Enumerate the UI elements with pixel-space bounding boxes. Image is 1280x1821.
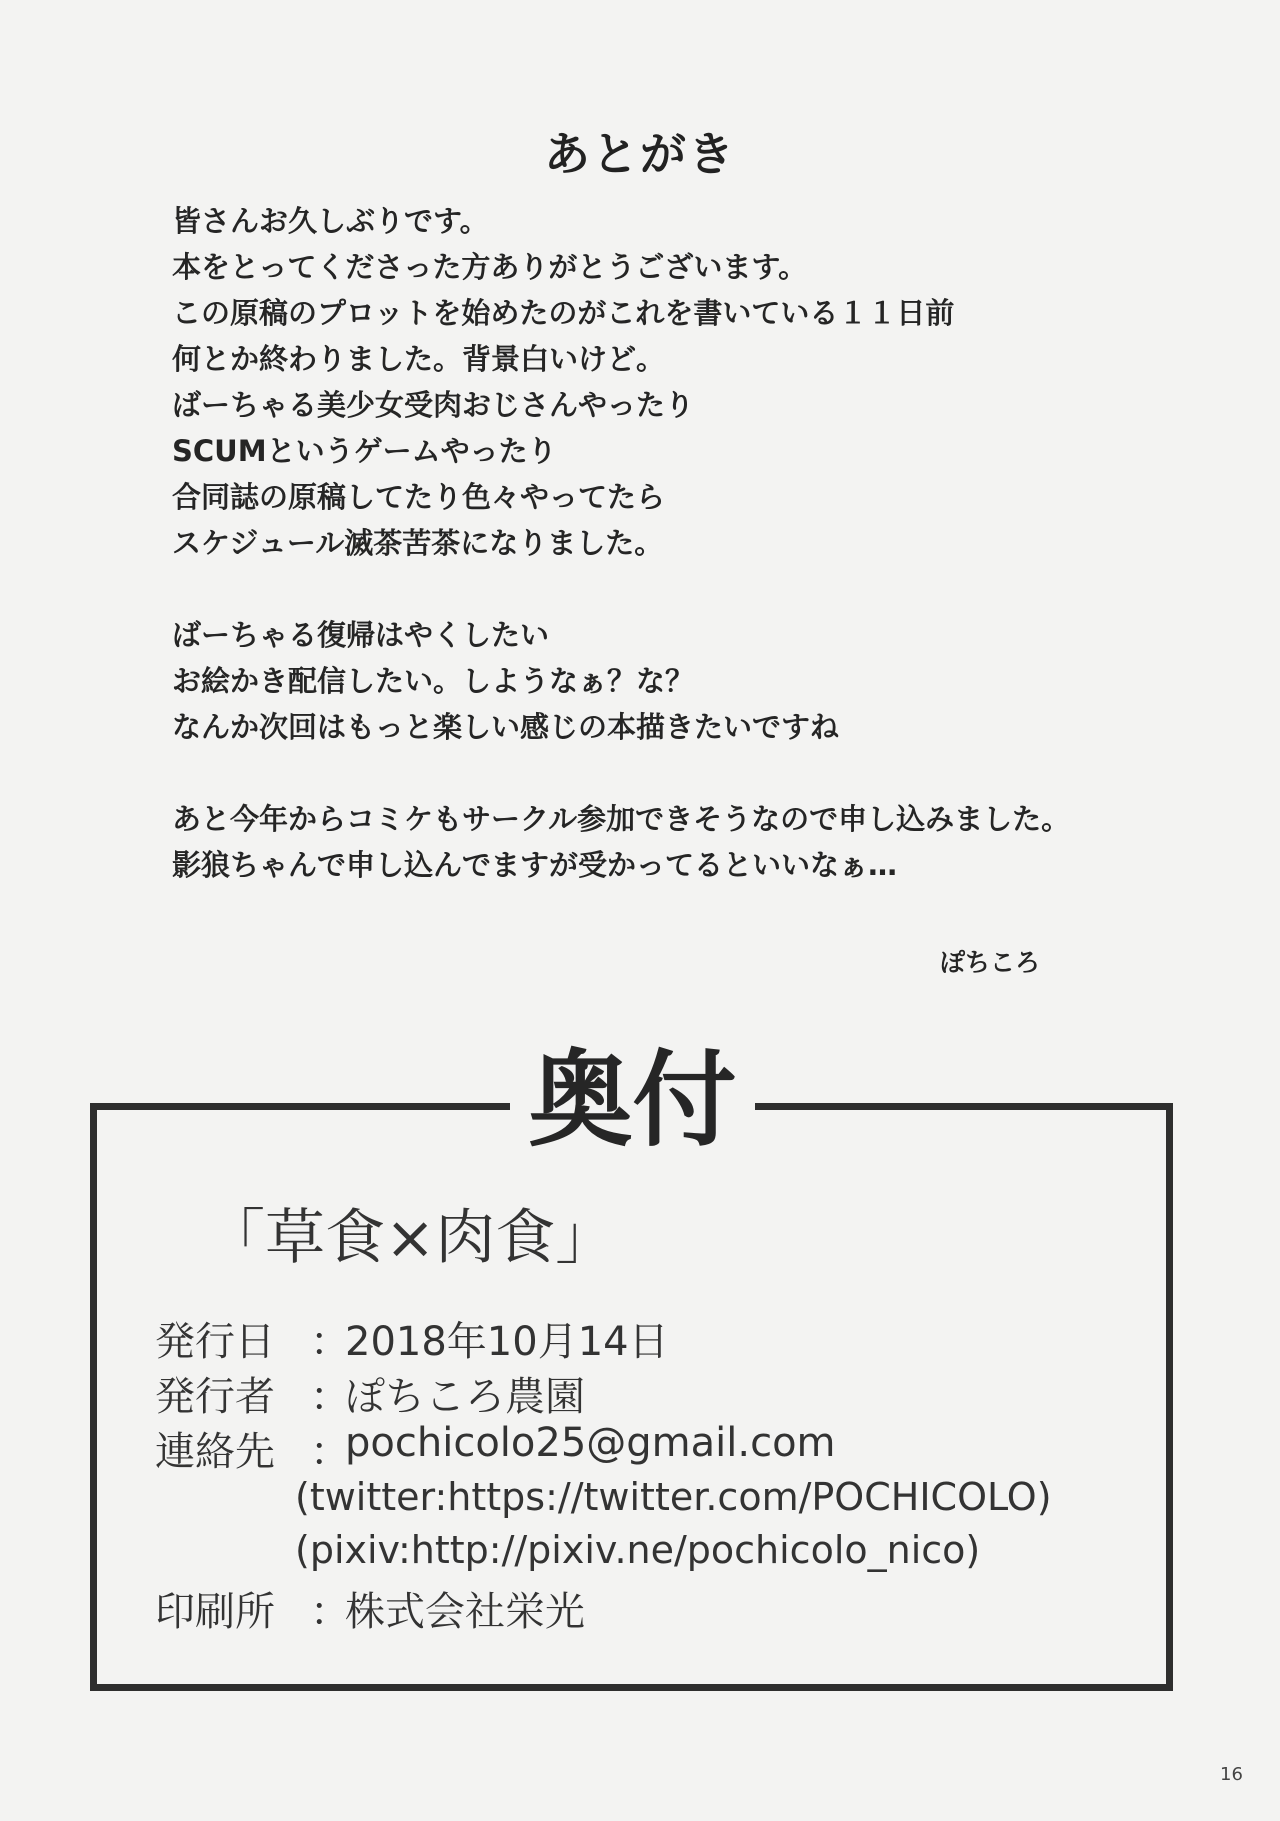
afterword-line: 本をとってくださった方ありがとうございます。 [172,250,808,284]
afterword-line: あと今年からコミケもサークル参加できそうなので申し込みました。 [172,802,1071,836]
contact-label: 連絡先 [155,1429,275,1475]
afterword-line: ばーちゃる復帰はやくしたい [172,618,550,652]
contact-row [155,1420,836,1477]
colophon-heading: 奥付 [510,1035,755,1165]
contact-email[interactable]: pochicolo25@gmail.com [345,1420,836,1466]
afterword-line: この原稿のプロットを始めたのがこれを書いている１１日前 [172,296,955,330]
afterword-line: 何とか終わりました。背景白いけど。 [172,342,666,376]
afterword-line: 皆さんお久しぶりです。 [172,204,489,238]
twitter-link[interactable]: (twitter:https://twitter.com/POCHICOLO) [295,1475,1052,1519]
printer-row [155,1580,585,1637]
afterword-line: お絵かき配信したい。しようなぁ？な？ [172,664,695,698]
page-number: 16 [1220,1764,1243,1785]
publisher-value: ぽちころ農園 [345,1374,585,1420]
afterword-line: スケジュール滅茶苦茶になりました。 [172,526,664,560]
afterword-line: 合同誌の原稿してたり色々やってたら [172,480,666,514]
pixiv-link[interactable]: (pixiv:http://pixiv.ne/pochicolo_nico) [295,1528,981,1572]
afterword-line: SCUMというゲームやったり [172,434,557,468]
afterword-line: 影狼ちゃんで申し込んでますが受かってるといいなぁ… [172,848,898,882]
separator: ： [310,1589,350,1635]
issue-date-value: 2018年10月14日 [345,1319,669,1365]
afterword-blank-line [172,566,1102,612]
separator: ： [310,1374,350,1420]
book-title: 「草食×肉食」 [205,1203,616,1273]
printer-label: 印刷所 [155,1589,275,1635]
separator: ： [310,1319,350,1365]
afterword-blank-line [172,750,1102,796]
afterword-line: ばーちゃる美少女受肉おじさんやったり [172,388,695,422]
separator: ： [310,1429,350,1475]
printer-value: 株式会社栄光 [345,1589,585,1635]
afterword-author: ぽちころ [940,948,1041,977]
issue-date-row [155,1310,669,1367]
afterword-line: なんか次回はもっと楽しい感じの本描きたいですね [172,710,840,744]
publisher-label: 発行者 [155,1374,275,1420]
issue-date-label: 発行日 [155,1319,275,1365]
afterword-body [172,198,1102,888]
afterword-title: あとがき [544,127,736,181]
publisher-row [155,1365,585,1422]
